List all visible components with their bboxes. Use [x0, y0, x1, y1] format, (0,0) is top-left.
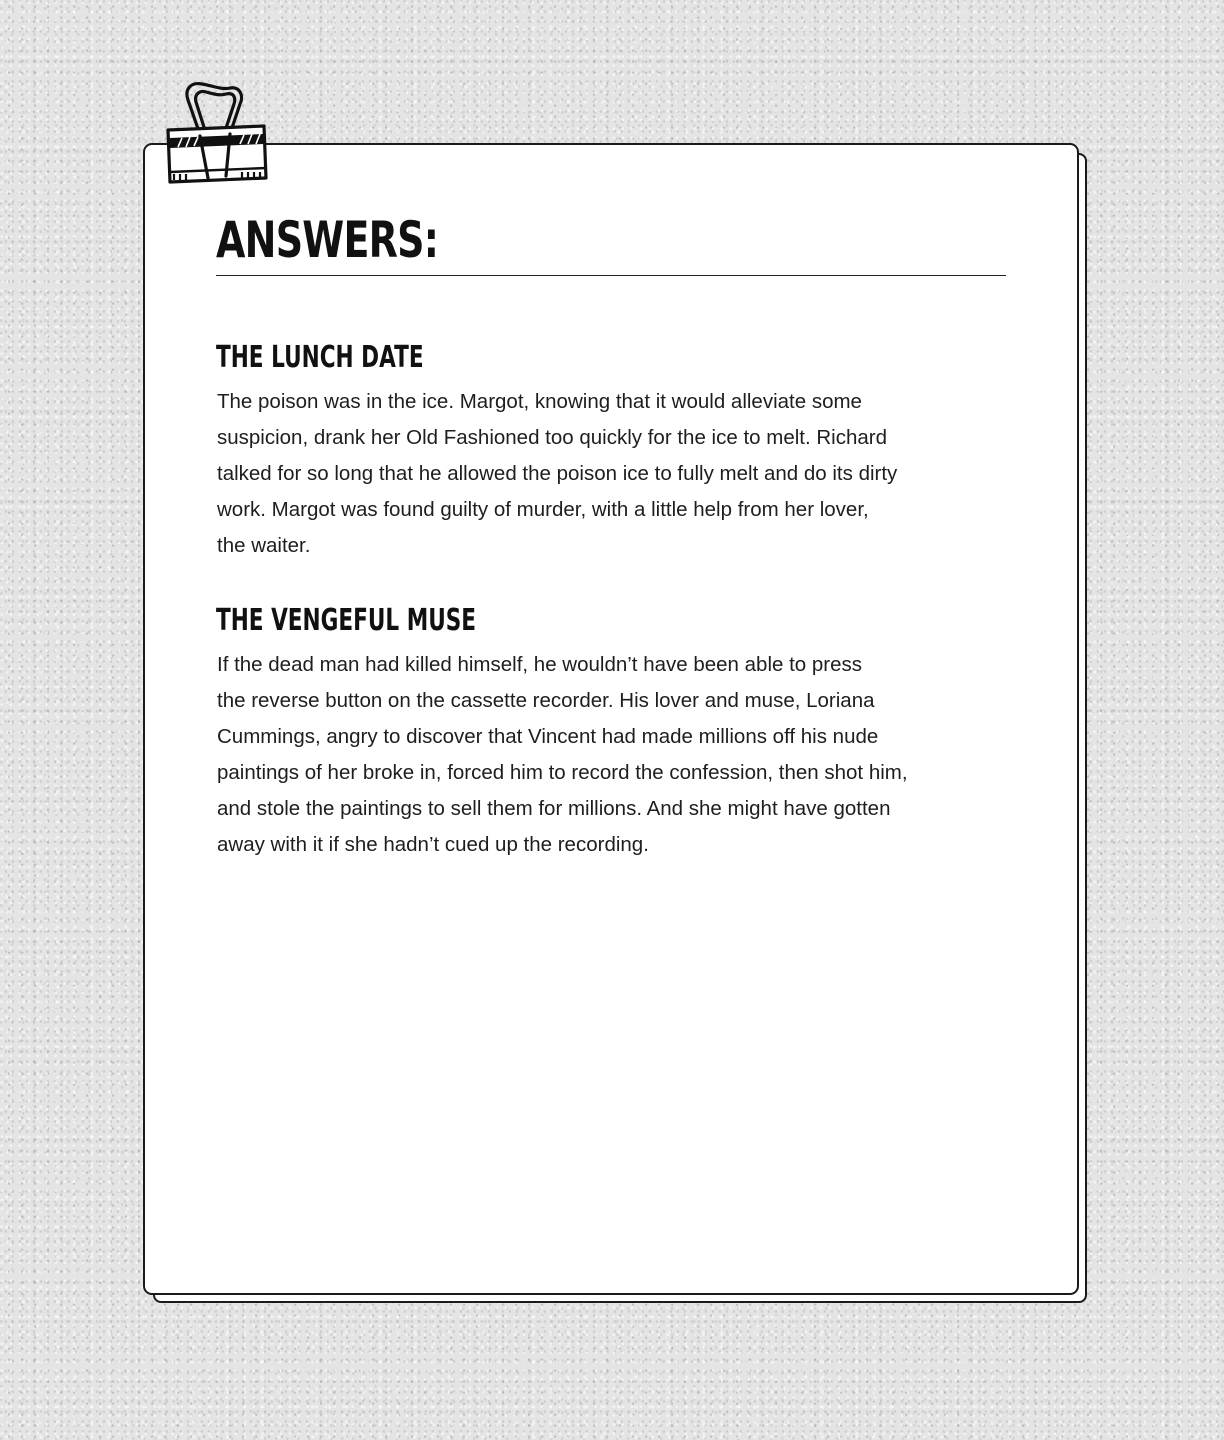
body-line: paintings of her broke in, forced him to record the confession, then shot him, — [217, 761, 908, 784]
body-line: the waiter. — [217, 534, 311, 557]
section-heading-vengeful-muse: THE VENGEFUL MUSE — [216, 603, 477, 638]
body-line: suspicion, drank her Old Fashioned too quickly for the ice to melt. Richard — [217, 426, 887, 449]
page-title: ANSWERS: — [216, 211, 439, 269]
body-line: If the dead man had killed himself, he wouldn’t have been able to press — [217, 653, 863, 676]
section-heading-lunch-date: THE LUNCH DATE — [216, 340, 424, 375]
body-line: work. Margot was found guilty of murder, with a little help from her lover, — [217, 498, 869, 521]
section-body-lunch-date — [217, 384, 997, 564]
body-line: the reverse button on the cassette recorder. His lover and muse, Loriana — [217, 689, 875, 712]
body-line: and stole the paintings to sell them for millions. And she might have gotten — [217, 797, 891, 820]
title-divider — [216, 275, 1006, 276]
body-line: away with it if she hadn’t cued up the recording. — [217, 833, 649, 856]
binder-clip-icon — [160, 78, 272, 190]
body-line: Cummings, angry to discover that Vincent had made millions off his nude — [217, 725, 879, 748]
body-line: talked for so long that he allowed the poison ice to fully melt and do its dirty — [217, 462, 898, 485]
body-line: The poison was in the ice. Margot, knowing that it would alleviate some — [217, 390, 862, 413]
section-body-vengeful-muse — [217, 647, 997, 863]
